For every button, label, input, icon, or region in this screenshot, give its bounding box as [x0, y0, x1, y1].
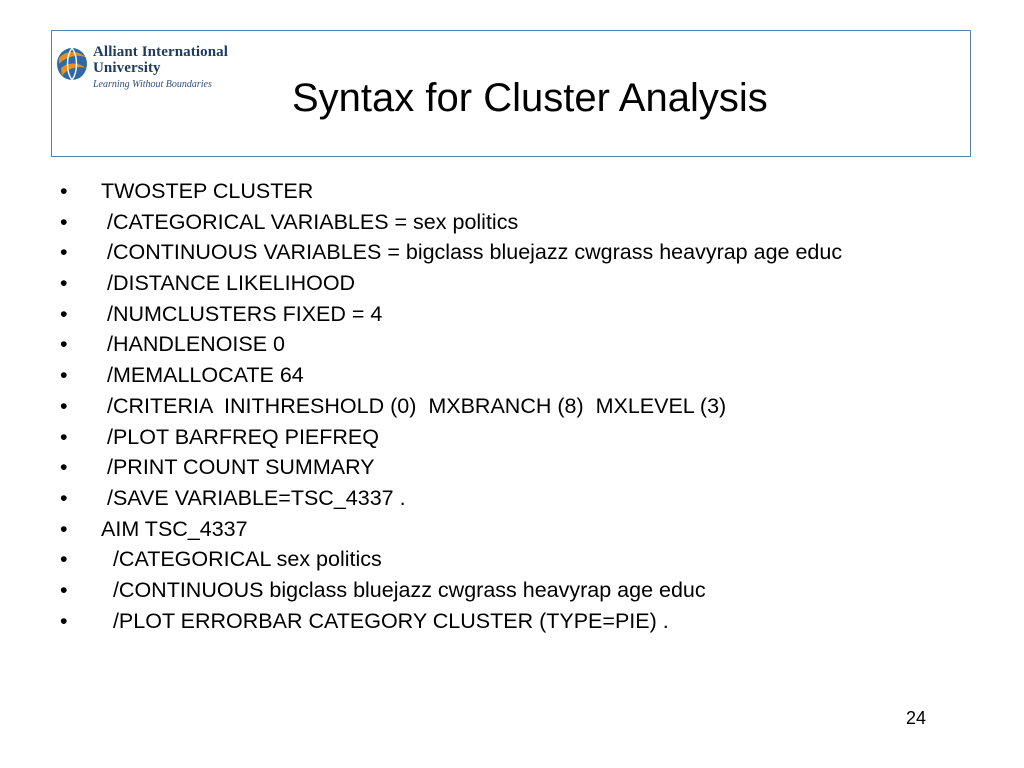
bullet-icon: •	[60, 424, 68, 449]
bullet-text: /MEMALLOCATE 64	[101, 363, 304, 388]
list-item	[60, 333, 940, 355]
bullet-icon: •	[60, 209, 68, 234]
logo-name-line2: University	[93, 60, 161, 76]
page-number: 24	[906, 708, 927, 728]
logo-text	[93, 44, 228, 91]
bullet-icon: •	[60, 455, 68, 480]
globe-logo-icon	[56, 46, 90, 82]
list-item	[60, 518, 940, 540]
list-item	[60, 610, 940, 632]
bullet-text: /CRITERIA INITHRESHOLD (0) MXBRANCH (8) MXLEVEL (3)	[101, 393, 727, 418]
list-item	[60, 395, 940, 417]
list-item	[60, 487, 940, 509]
bullet-icon: •	[60, 240, 68, 265]
bullet-text: AIM TSC_4337	[101, 516, 248, 541]
syntax-bullet-list	[60, 180, 940, 640]
list-item	[60, 456, 940, 478]
list-item	[60, 579, 940, 601]
list-item	[60, 426, 940, 448]
list-item	[60, 180, 940, 202]
logo-tagline: Learning Without Boundaries	[93, 79, 212, 90]
bullet-text: /PLOT ERRORBAR CATEGORY CLUSTER (TYPE=PIE) .	[101, 608, 669, 633]
list-item	[60, 548, 940, 570]
bullet-text: /CATEGORICAL VARIABLES = sex politics	[101, 209, 519, 234]
bullet-icon: •	[60, 485, 68, 510]
bullet-text: /CONTINUOUS VARIABLES = bigclass bluejazz cwgrass heavyrap age educ	[101, 240, 843, 265]
list-item	[60, 303, 940, 325]
bullet-icon: •	[60, 393, 68, 418]
bullet-text: /NUMCLUSTERS FIXED = 4	[101, 301, 383, 326]
bullet-text: /CATEGORICAL sex politics	[101, 547, 382, 572]
university-logo	[56, 44, 246, 94]
list-item	[60, 211, 940, 233]
bullet-text: TWOSTEP CLUSTER	[101, 179, 314, 203]
logo-name-line1: Alliant International	[93, 44, 229, 60]
bullet-text: /DISTANCE LIKELIHOOD	[101, 271, 356, 296]
bullet-text: /PLOT BARFREQ PIEFREQ	[101, 424, 379, 449]
bullet-icon: •	[60, 516, 68, 541]
bullet-text: /PRINT COUNT SUMMARY	[101, 455, 375, 480]
bullet-icon: •	[60, 332, 68, 357]
list-item	[60, 364, 940, 386]
bullet-icon: •	[60, 271, 68, 296]
bullet-icon: •	[60, 547, 68, 572]
bullet-text: /HANDLENOISE 0	[101, 332, 286, 357]
bullet-text: /CONTINUOUS bigclass bluejazz cwgrass heavyrap age educ	[101, 577, 706, 602]
list-item	[60, 272, 940, 294]
bullet-text: /SAVE VARIABLE=TSC_4337 .	[101, 485, 406, 510]
bullet-icon: •	[60, 577, 68, 602]
slide-title: Syntax for Cluster Analysis	[292, 76, 768, 120]
list-item	[60, 241, 940, 263]
bullet-icon: •	[60, 363, 68, 388]
bullet-icon: •	[60, 608, 68, 633]
bullet-icon: •	[60, 301, 68, 326]
bullet-icon: •	[60, 179, 68, 203]
